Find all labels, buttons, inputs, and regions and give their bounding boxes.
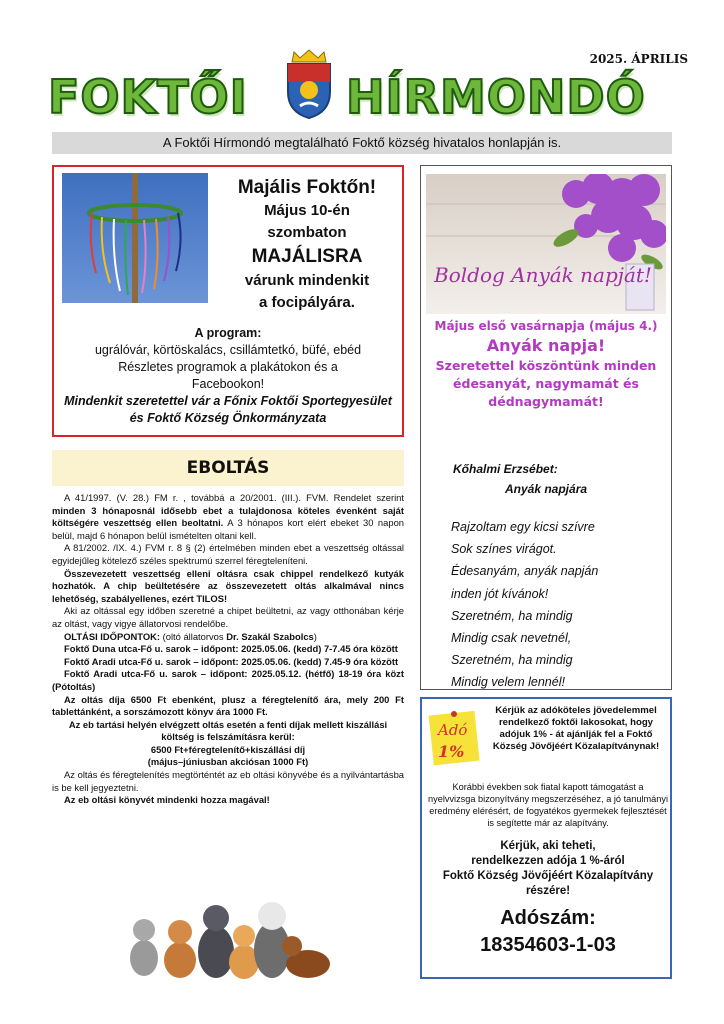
tax-note-icon xyxy=(428,707,482,767)
text-run: ) xyxy=(313,630,317,642)
text-run: A 3 hónapos kort elért ebeket 30 napon belül, majd 6 hónapon belül ismételten oltani kell. xyxy=(52,517,405,541)
tax-ask-line: Foktő Község Jövőjéért Közalapítvány xyxy=(442,870,654,882)
poem xyxy=(451,516,598,694)
eboltas-paragraph xyxy=(52,694,404,719)
vaccination-slot xyxy=(52,668,404,693)
poem-line: inden jót kívánok! xyxy=(451,586,549,601)
majalis-announcement xyxy=(52,165,404,437)
poem-line: Rajzoltam egy kicsi szívre xyxy=(451,520,595,534)
poem-line: Mindig csak nevetnél, xyxy=(451,631,572,646)
title-word-foktoi: FOKTŐI xyxy=(48,70,248,124)
majalis-program xyxy=(58,325,398,427)
title-word-hirmondo: HÍRMONDÓ xyxy=(346,70,646,124)
eboltas-paragraph xyxy=(52,744,404,757)
text-run-bold: 6500 Ft+féregtelenítő+kiszállási díj xyxy=(150,743,306,755)
poem-line: Mindig velem lennél! xyxy=(451,675,565,690)
tax-note-word: Adó xyxy=(438,721,468,739)
slot-place: Foktő Duna utca-Fő u. sarok xyxy=(64,643,191,655)
text-run-bold: Az oltás díja 6500 Ft ebenként, plusz a féregtelenítő ára, mely 200 Ft tablettánként, a sorszámozott könyv ára 1000 Ft. xyxy=(52,693,404,718)
vaccination-slot xyxy=(52,656,404,669)
slot-time: – időpont: 2025.05.06. (kedd) 7.45-9 óra között xyxy=(190,655,399,667)
dogs-image xyxy=(120,888,340,984)
poem-line: Szeretném, ha mindig xyxy=(451,653,573,668)
tax-donation-box xyxy=(420,697,672,979)
mothers-day-greeting xyxy=(425,318,667,411)
eboltas-paragraph xyxy=(52,794,404,807)
tax-ask xyxy=(428,839,668,899)
poem-title: Anyák napjára xyxy=(505,482,588,496)
tax-request-text: Kérjük az adóköteles jövedelemmel rendelkező foktői lakosokat, hogy adójuk 1% - át ajánlják fel a Foktő Község Jövőjéért Közalapítványnak! xyxy=(492,705,660,752)
tax-ask-line: Kérjük, aki teheti, xyxy=(500,840,596,852)
text-run-bold: minden 3 hónaposnál idősebb ebet a tulajdonosa köteles évenként saját költségére veszettség ellen beoltatni. xyxy=(52,504,404,529)
poem-line: Édesanyám, anyák napján xyxy=(451,564,599,579)
tax-ask-line: részére! xyxy=(525,885,571,897)
majalis-date: Május 10-én xyxy=(264,202,350,219)
text-run: (oltó állatorvos xyxy=(160,630,227,642)
eboltas-paragraph: Aki az oltással egy időben szeretné a chipet beültetni, az vagy otthonában kérje az oltást, vagy vigye állatorvosi rendelőbe. xyxy=(52,605,404,629)
slot-place: Foktő Aradi utca-Fő u. sarok xyxy=(64,668,197,680)
foundation-description: Korábbi években sok fiatal kapott támogatást a nyelvvizsga bizonyítvány megszerzéséhez, a jó tanulmányi eredmény elérésért, de fogyatékos gyermekek fejlesztését is segítette már az alapítvány. xyxy=(428,782,669,828)
slot-time: – időpont: 2025.05.06. (kedd) 7-7.45 óra között xyxy=(190,643,398,655)
majalis-heading: Majális Foktőn! xyxy=(237,177,377,198)
program-items: ugrálóvár, körtöskalács, csillámtetkó, büfé, ebéd xyxy=(94,343,362,357)
majalis-heading-block xyxy=(212,175,402,314)
text-run-bold: Az eb oltási könyvét mindenki hozza magával! xyxy=(64,794,270,806)
program-details-2: Facebookon! xyxy=(191,377,265,391)
organizer-line-1: Mindenkit szeretettel vár a Főnix Foktői Sportegyesület xyxy=(64,394,392,408)
eboltas-paragraph xyxy=(52,719,404,744)
tax-number: 18354603-1-03 xyxy=(480,934,616,956)
majalis-invite: várunk mindenkit xyxy=(244,272,370,289)
mothers-day-date: Május első vasárnapja (május 4.) xyxy=(434,319,658,333)
tax-number-label: Adószám: xyxy=(500,907,596,929)
poem-line: Sok színes virágot. xyxy=(451,542,557,557)
masthead xyxy=(48,40,688,130)
vet-name: Dr. Szakál Szabolcs xyxy=(226,630,314,642)
eboltas-paragraph: Az oltás és féregtelenítés megtörténtét az eb oltási könyvébe és a nyilvántartásba is be kell jegyeztetni. xyxy=(52,769,404,793)
eboltas-paragraph xyxy=(52,568,404,606)
lilac-greeting-image xyxy=(426,174,666,314)
slot-place: Foktő Aradi utca-Fő u. sarok xyxy=(64,655,191,667)
tagline: A Foktői Hírmondó megtalálható Foktő község hivatalos honlapján is. xyxy=(52,132,672,154)
maypole-image xyxy=(62,173,208,303)
tax-number-block xyxy=(428,905,668,959)
text-run-bold: Összevezetett veszettség elleni oltásra csak chippel rendelkező kutyák hozhatók. A chip beültetésére az összevezetett oltás alkalmával nincs lehetőség, szabályellenes, ezért TILOS! xyxy=(52,567,404,604)
mothers-day-title: Anyák napja! xyxy=(486,336,606,355)
eboltas-paragraph xyxy=(52,756,404,769)
text-run: A 41/1997. (V. 28.) FM r. , továbbá a 20/2001. (III.). FVM. Rendelet szerint xyxy=(64,492,404,503)
slot-time: – időpont: 2025.05.12. (hétfő) 18-19 óra közt (Pótoltás) xyxy=(52,668,404,692)
coat-of-arms-icon xyxy=(280,48,338,120)
majalis-event: MAJÁLISRA xyxy=(251,246,363,267)
program-label: A program: xyxy=(194,326,262,340)
issue-date: 2025. ÁPRILIS xyxy=(589,52,688,66)
majalis-place: a focipályára. xyxy=(259,294,355,311)
tax-ask-line: rendelkezzen adója 1 %-áról xyxy=(471,855,625,867)
vaccination-times-label xyxy=(52,631,404,644)
poem-author: Kőhalmi Erzsébet: xyxy=(453,462,558,476)
eboltas-paragraph: A 81/2002. /IX. 4.) FVM r. 8 § (2) értelmében minden ebet a veszettség oltással egyidejűleg kötelező széles spektrumú szerrel féregteleníteni. xyxy=(52,542,404,566)
tax-note-percent: 1% xyxy=(438,742,465,761)
program-details-1: Részletes programok a plakátokon és a xyxy=(118,360,338,374)
greeting-line-1: Szeretettel köszöntünk minden xyxy=(435,358,657,373)
eboltas-article xyxy=(52,492,404,807)
mothers-day-section xyxy=(420,165,672,690)
text-run-bold: OLTÁSI IDŐPONTOK: xyxy=(64,630,161,642)
vaccination-slot xyxy=(52,643,404,656)
majalis-day: szombaton xyxy=(267,224,347,241)
eboltas-paragraph xyxy=(52,492,404,542)
poem-line: Szeretném, ha mindig xyxy=(451,608,573,623)
greeting-line-2: édesanyát, nagymamát és xyxy=(453,376,639,391)
text-run-bold: (május–júniusban akciósan 1000 Ft) xyxy=(147,756,309,768)
text-run-bold: Az eb tartási helyén elvégzett oltás esetén a fenti díjak mellett kiszállási költség is felszámításra kerül: xyxy=(68,718,388,743)
greeting-line-3: dédnagymamát! xyxy=(488,394,604,409)
eboltas-heading: EBOLTÁS xyxy=(52,450,404,486)
organizer-line-2: és Foktő Község Önkormányzata xyxy=(129,411,327,425)
greeting-banner: Boldog Anyák napját! xyxy=(434,263,652,287)
